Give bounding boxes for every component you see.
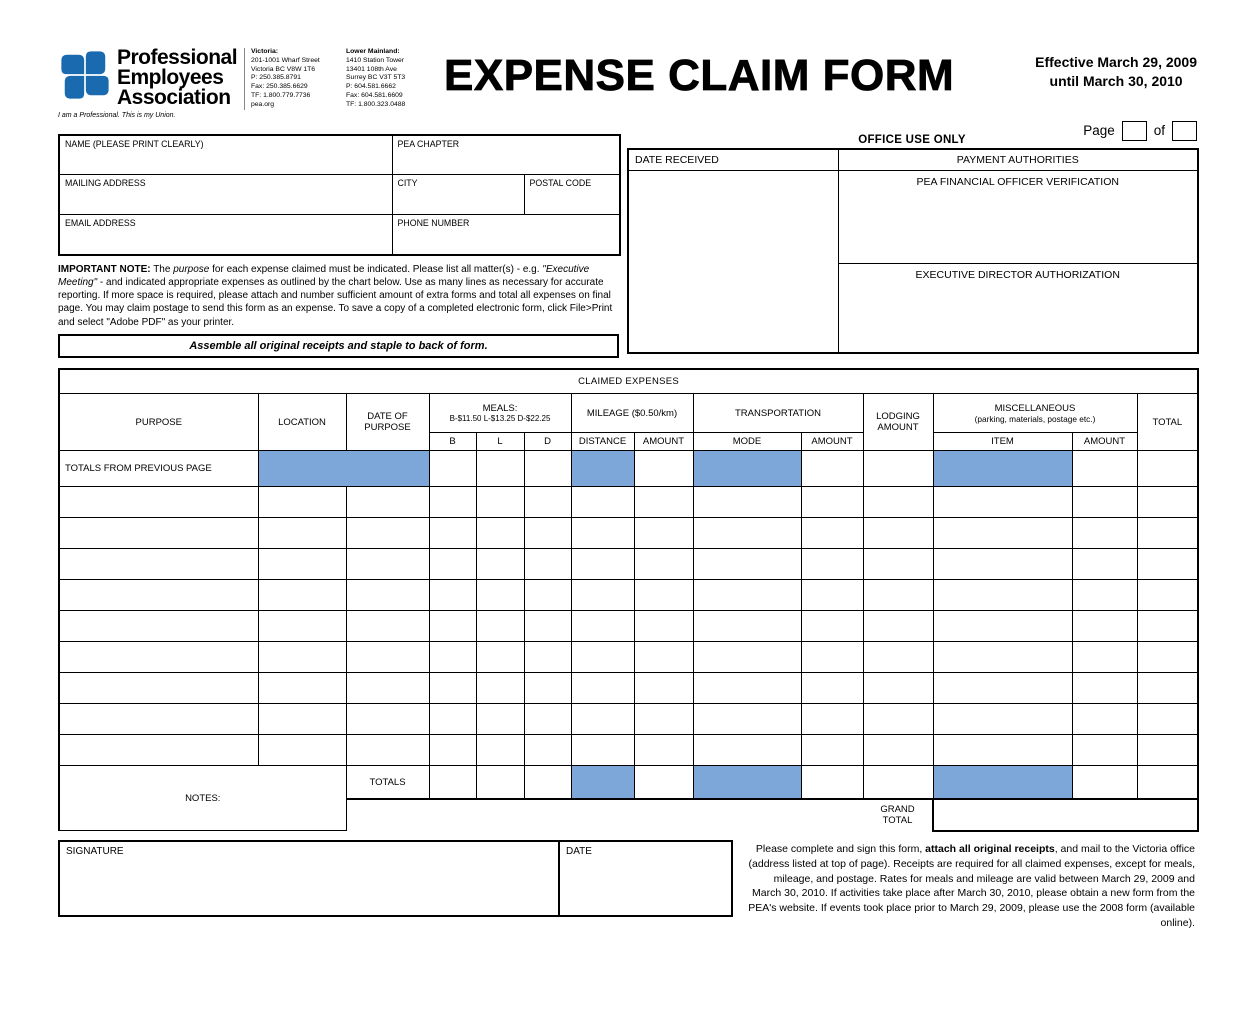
- expense-cell[interactable]: [59, 735, 258, 766]
- totals-label: TOTALS: [346, 766, 429, 799]
- expense-cell[interactable]: [524, 549, 571, 580]
- lodging-column-header: LODGING AMOUNT: [863, 394, 933, 451]
- expense-cell[interactable]: [258, 549, 346, 580]
- victoria-address: Victoria: 201-1001 Wharf Street Victoria BC V8W 1T6 P: 250.385.8791 Fax: 250.385.6629 TF: 1.800.779.7736 pea.org: [244, 48, 340, 110]
- expense-cell[interactable]: [1137, 518, 1198, 549]
- expense-cell[interactable]: [634, 611, 693, 642]
- mileage-distance-header: DISTANCE: [571, 433, 634, 451]
- expense-cell[interactable]: [258, 487, 346, 518]
- signature-label: SIGNATURE: [66, 845, 124, 857]
- expense-cell[interactable]: [524, 518, 571, 549]
- postal-code-label: POSTAL CODE: [529, 178, 592, 189]
- totals-lodging-cell[interactable]: [863, 766, 933, 799]
- expense-cell[interactable]: [863, 642, 933, 673]
- expense-cell[interactable]: [693, 642, 801, 673]
- expense-cell[interactable]: [476, 549, 524, 580]
- expense-cell[interactable]: [693, 611, 801, 642]
- expense-cell[interactable]: [571, 487, 634, 518]
- pea-chapter-input-cell[interactable]: [392, 135, 620, 175]
- expense-cell[interactable]: [1137, 487, 1198, 518]
- expense-cell[interactable]: [801, 549, 863, 580]
- total-column-header: TOTAL: [1137, 394, 1198, 451]
- expense-cell[interactable]: [801, 642, 863, 673]
- expense-cell[interactable]: [1137, 549, 1198, 580]
- expense-cell[interactable]: [863, 673, 933, 704]
- expense-row: [59, 518, 1198, 549]
- expense-cell[interactable]: [524, 580, 571, 611]
- expense-cell[interactable]: [258, 704, 346, 735]
- postal-code-input-cell[interactable]: [524, 175, 620, 215]
- contact-row: [59, 215, 620, 255]
- totals-from-previous-page-row: [59, 451, 1198, 487]
- expense-cell[interactable]: [429, 673, 476, 704]
- expense-cell[interactable]: [863, 487, 933, 518]
- expense-row: [59, 735, 1198, 766]
- expense-cell[interactable]: [524, 611, 571, 642]
- expense-cell[interactable]: [1072, 642, 1137, 673]
- form-title: EXPENSE CLAIM FORM: [444, 51, 955, 100]
- expense-cell[interactable]: [476, 735, 524, 766]
- pea-logo: [58, 46, 112, 104]
- expense-cell[interactable]: [429, 487, 476, 518]
- expense-cell[interactable]: [1072, 580, 1137, 611]
- expense-cell[interactable]: [346, 549, 429, 580]
- financial-officer-verification-area[interactable]: [838, 171, 1198, 264]
- signature-section: [58, 840, 1197, 931]
- expense-row: [59, 580, 1198, 611]
- expense-row: [59, 642, 1198, 673]
- meals-lunch-header: L: [476, 433, 524, 451]
- expense-cell[interactable]: [1137, 580, 1198, 611]
- expense-cell[interactable]: [476, 487, 524, 518]
- expense-cell[interactable]: [863, 735, 933, 766]
- expense-cell[interactable]: [1072, 704, 1137, 735]
- expense-cell[interactable]: [634, 704, 693, 735]
- expense-cell[interactable]: [59, 487, 258, 518]
- expense-row: [59, 611, 1198, 642]
- expense-cell[interactable]: [933, 518, 1072, 549]
- expense-cell[interactable]: [801, 735, 863, 766]
- expense-cell[interactable]: [429, 704, 476, 735]
- mailing-address-label: MAILING ADDRESS: [65, 178, 146, 189]
- expense-cell[interactable]: [933, 642, 1072, 673]
- total-pages-box[interactable]: [1172, 121, 1197, 141]
- totals-from-previous-page-label: TOTALS FROM PREVIOUS PAGE: [59, 451, 258, 487]
- date-input-box[interactable]: [558, 840, 733, 917]
- transport-mode-header: MODE: [693, 433, 801, 451]
- expense-row: [59, 704, 1198, 735]
- expense-cell[interactable]: [1137, 642, 1198, 673]
- expense-cell[interactable]: [571, 642, 634, 673]
- expense-cell[interactable]: [933, 487, 1072, 518]
- assemble-receipts-note: Assemble all original receipts and staple to back of form.: [58, 334, 619, 358]
- date-received-input-area[interactable]: [628, 171, 838, 353]
- expense-cell[interactable]: [801, 487, 863, 518]
- expense-cell[interactable]: [1072, 611, 1137, 642]
- expense-cell[interactable]: [258, 611, 346, 642]
- expense-cell[interactable]: [1137, 735, 1198, 766]
- grand-total-input-box[interactable]: [933, 799, 1198, 831]
- form-header: [58, 46, 1197, 119]
- totals-misc-amount-cell[interactable]: [1072, 766, 1137, 799]
- claimed-expenses-title: CLAIMED EXPENSES: [59, 369, 1198, 394]
- expense-cell[interactable]: [933, 549, 1072, 580]
- page-number-box[interactable]: [1122, 121, 1147, 141]
- expense-cell[interactable]: [1072, 487, 1137, 518]
- office-use-table: [627, 148, 1199, 354]
- of-label: of: [1153, 123, 1165, 139]
- expense-cell[interactable]: [346, 642, 429, 673]
- expense-cell[interactable]: [1072, 673, 1137, 704]
- expense-cell[interactable]: [933, 580, 1072, 611]
- city-label: CITY: [397, 178, 418, 189]
- notes-label: NOTES:: [185, 792, 221, 804]
- expense-cell[interactable]: [59, 549, 258, 580]
- expense-row: [59, 673, 1198, 704]
- expense-cell[interactable]: [693, 673, 801, 704]
- expense-cell[interactable]: [933, 735, 1072, 766]
- expense-cell[interactable]: [571, 580, 634, 611]
- expense-cell[interactable]: [863, 704, 933, 735]
- signature-input-box[interactable]: [58, 840, 560, 917]
- expense-cell[interactable]: [346, 611, 429, 642]
- prev-misc-amount-cell[interactable]: [1072, 451, 1137, 487]
- contact-row: [59, 135, 620, 175]
- phone-label: PHONE NUMBER: [397, 218, 470, 229]
- pea-chapter-label: PEA CHAPTER: [397, 138, 460, 149]
- expense-cell[interactable]: [346, 487, 429, 518]
- mailing-instructions: Please complete and sign this form, attach all original receipts, and mail to the Victoria office (address listed at top of page). Receipts are required for all claimed expenses, except for meals, mileage, and postage. Rates for meals and mileage are valid between March 29, 2009 and March 30, 2010. If activities take place after March 30, 2010, please obtain a new form from the PEA's website. If events took place prior to March 29, 2009, please use the 2008 form (available online).: [748, 842, 1195, 930]
- expense-cell[interactable]: [571, 518, 634, 549]
- expense-cell[interactable]: [693, 580, 801, 611]
- expense-cell[interactable]: [429, 611, 476, 642]
- expense-cell[interactable]: [801, 611, 863, 642]
- expense-cell[interactable]: [429, 735, 476, 766]
- prev-breakfast-cell[interactable]: [429, 451, 476, 487]
- expense-cell[interactable]: [476, 704, 524, 735]
- expense-cell[interactable]: [693, 704, 801, 735]
- expense-cell[interactable]: [933, 673, 1072, 704]
- expense-cell[interactable]: [634, 518, 693, 549]
- expense-cell[interactable]: [258, 673, 346, 704]
- totals-dinner-cell[interactable]: [524, 766, 571, 799]
- expense-cell[interactable]: [571, 549, 634, 580]
- important-note: IMPORTANT NOTE: The purpose for each expense claimed must be indicated. Please list all matter(s) - e.g. "Executive Meeting" - and indicated appropriate expenses as outlined by the chart below. Use as many lines as necessary for accurate reporting. If more space is required, please attach and number sufficient amount of extra forms and total all expenses on final page. You may claim postage to send this form as an expense. To save a copy of a completed electronic form, click File>Print and select "Adobe PDF" as your printer.: [58, 263, 613, 328]
- expense-cell[interactable]: [346, 735, 429, 766]
- expense-cell[interactable]: [524, 642, 571, 673]
- expense-cell[interactable]: [634, 580, 693, 611]
- expense-cell[interactable]: [429, 580, 476, 611]
- office-use-only-title: OFFICE USE ONLY: [858, 133, 966, 146]
- meals-column-header: MEALS: B-$11.50 L-$13.25 D-$22.25: [429, 394, 571, 433]
- expense-cell[interactable]: [258, 518, 346, 549]
- expense-cell[interactable]: [476, 580, 524, 611]
- expense-cell[interactable]: [59, 642, 258, 673]
- prev-lunch-cell[interactable]: [476, 451, 524, 487]
- totals-transport-amount-cell[interactable]: [801, 766, 863, 799]
- expense-cell[interactable]: [1137, 673, 1198, 704]
- name-label: NAME (PLEASE PRINT CLEARLY): [65, 138, 204, 149]
- page-counter: [1083, 121, 1197, 141]
- expense-cell[interactable]: [476, 611, 524, 642]
- expense-cell[interactable]: [258, 735, 346, 766]
- email-input-cell[interactable]: [59, 215, 392, 255]
- misc-amount-header: AMOUNT: [1072, 433, 1137, 451]
- expense-cell[interactable]: [693, 487, 801, 518]
- financial-officer-label: PEA FINANCIAL OFFICER VERIFICATION: [916, 176, 1119, 189]
- expense-cell[interactable]: [801, 673, 863, 704]
- expense-cell[interactable]: [476, 518, 524, 549]
- totals-mode-cell[interactable]: [693, 766, 801, 799]
- expense-entry-rows: [59, 487, 1198, 766]
- expense-cell[interactable]: [346, 704, 429, 735]
- expense-cell[interactable]: [634, 487, 693, 518]
- meals-dinner-header: D: [524, 433, 571, 451]
- misc-item-header: ITEM: [933, 433, 1072, 451]
- expense-cell[interactable]: [476, 673, 524, 704]
- phone-input-cell[interactable]: [392, 215, 620, 255]
- totals-distance-cell[interactable]: [571, 766, 634, 799]
- expense-row: [59, 487, 1198, 518]
- miscellaneous-note: (parking, materials, postage etc.): [974, 413, 1096, 424]
- expense-cell[interactable]: [933, 704, 1072, 735]
- transportation-column-header: TRANSPORTATION: [693, 394, 863, 433]
- page-label: Page: [1083, 123, 1115, 139]
- notes-input-area[interactable]: [59, 766, 346, 831]
- transport-amount-header: AMOUNT: [801, 433, 863, 451]
- contact-table: [58, 134, 621, 256]
- expense-cell[interactable]: [571, 611, 634, 642]
- mailing-address-input-cell[interactable]: [59, 175, 392, 215]
- date-label: DATE: [566, 845, 592, 857]
- purpose-column-header: PURPOSE: [59, 394, 258, 451]
- expense-cell[interactable]: [258, 580, 346, 611]
- expense-cell[interactable]: [524, 735, 571, 766]
- prev-dinner-cell[interactable]: [524, 451, 571, 487]
- expense-cell[interactable]: [59, 518, 258, 549]
- effective-dates: Effective March 29, 2009 until March 30, 2010: [1035, 54, 1197, 89]
- mileage-amount-header: AMOUNT: [634, 433, 693, 451]
- city-input-cell[interactable]: [392, 175, 524, 215]
- totals-row: [59, 766, 1198, 799]
- date-of-purpose-column-header: DATE OF PURPOSE: [346, 394, 429, 451]
- payment-authorities-label: PAYMENT AUTHORITIES: [838, 149, 1198, 171]
- expense-cell[interactable]: [59, 704, 258, 735]
- expense-cell[interactable]: [429, 518, 476, 549]
- expense-cell[interactable]: [801, 518, 863, 549]
- expense-cell[interactable]: [571, 735, 634, 766]
- totals-lunch-cell[interactable]: [476, 766, 524, 799]
- executive-director-label: EXECUTIVE DIRECTOR AUTHORIZATION: [915, 269, 1120, 282]
- expense-cell[interactable]: [693, 518, 801, 549]
- expense-cell[interactable]: [634, 735, 693, 766]
- expense-cell[interactable]: [1137, 611, 1198, 642]
- expense-cell[interactable]: [863, 611, 933, 642]
- expense-cell[interactable]: [634, 642, 693, 673]
- totals-item-cell[interactable]: [933, 766, 1072, 799]
- lower-mainland-address: Lower Mainland: 1410 Station Tower 13401 108th Ave Surrey BC V3T 5T3 P: 604.581.6662 Fax: 604.581.6609 TF: 1.800.323.0488: [346, 48, 406, 108]
- meals-breakfast-header: B: [429, 433, 476, 451]
- expense-cell[interactable]: [429, 549, 476, 580]
- expense-cell[interactable]: [59, 580, 258, 611]
- expense-cell[interactable]: [693, 549, 801, 580]
- expense-cell[interactable]: [634, 549, 693, 580]
- expense-cell[interactable]: [524, 704, 571, 735]
- expense-cell[interactable]: [346, 518, 429, 549]
- prev-mode-cell[interactable]: [693, 451, 801, 487]
- expense-cell[interactable]: [476, 642, 524, 673]
- totals-breakfast-cell[interactable]: [429, 766, 476, 799]
- expense-cell[interactable]: [346, 673, 429, 704]
- expense-cell[interactable]: [1137, 704, 1198, 735]
- expense-claim-form-page: [58, 46, 1197, 931]
- totals-total-cell[interactable]: [1137, 766, 1198, 799]
- org-name: Professional Employees Association: [117, 46, 238, 109]
- claimed-expenses-table: [58, 368, 1199, 832]
- expense-cell[interactable]: [524, 673, 571, 704]
- expense-cell[interactable]: [863, 580, 933, 611]
- expense-cell[interactable]: [863, 518, 933, 549]
- expense-cell[interactable]: [1072, 518, 1137, 549]
- expense-cell[interactable]: [1072, 735, 1137, 766]
- executive-director-authorization-area[interactable]: [838, 264, 1198, 353]
- expense-cell[interactable]: [346, 580, 429, 611]
- expense-row: [59, 549, 1198, 580]
- org-logo-block: [58, 46, 244, 119]
- prev-mileage-amount-cell[interactable]: [634, 451, 693, 487]
- org-tagline: I am a Professional. This is my Union.: [58, 111, 176, 119]
- totals-mileage-amount-cell[interactable]: [634, 766, 693, 799]
- expense-cell[interactable]: [863, 549, 933, 580]
- grand-total-label: GRAND TOTAL: [880, 803, 915, 827]
- location-column-header: LOCATION: [258, 394, 346, 451]
- expense-cell[interactable]: [801, 704, 863, 735]
- grand-total-spacer: [346, 799, 863, 831]
- expense-cell[interactable]: [258, 642, 346, 673]
- prev-distance-cell[interactable]: [571, 451, 634, 487]
- expense-cell[interactable]: [571, 673, 634, 704]
- prev-transport-amount-cell[interactable]: [801, 451, 863, 487]
- expense-cell[interactable]: [571, 704, 634, 735]
- expense-cell[interactable]: [59, 611, 258, 642]
- name-input-cell[interactable]: [59, 135, 392, 175]
- expense-cell[interactable]: [524, 487, 571, 518]
- prev-item-cell[interactable]: [933, 451, 1072, 487]
- expense-cell[interactable]: [59, 673, 258, 704]
- mileage-column-header: MILEAGE ($0.50/km): [571, 394, 693, 433]
- date-received-label: DATE RECEIVED: [628, 149, 838, 171]
- expense-cell[interactable]: [1072, 549, 1137, 580]
- expense-cell[interactable]: [933, 611, 1072, 642]
- expense-cell[interactable]: [634, 673, 693, 704]
- contact-row: [59, 175, 620, 215]
- office-use-section: [627, 121, 1197, 358]
- miscellaneous-column-header: MISCELLANEOUS (parking, materials, postage etc.): [933, 394, 1137, 433]
- email-label: EMAIL ADDRESS: [65, 218, 136, 229]
- expense-cell[interactable]: [801, 580, 863, 611]
- expense-cell[interactable]: [429, 642, 476, 673]
- prev-location-date-cell[interactable]: [258, 451, 429, 487]
- expense-cell[interactable]: [693, 735, 801, 766]
- meals-rates: B-$11.50 L-$13.25 D-$22.25: [449, 414, 551, 424]
- prev-lodging-cell[interactable]: [863, 451, 933, 487]
- claimant-info-section: [58, 134, 619, 358]
- prev-total-cell[interactable]: [1137, 451, 1198, 487]
